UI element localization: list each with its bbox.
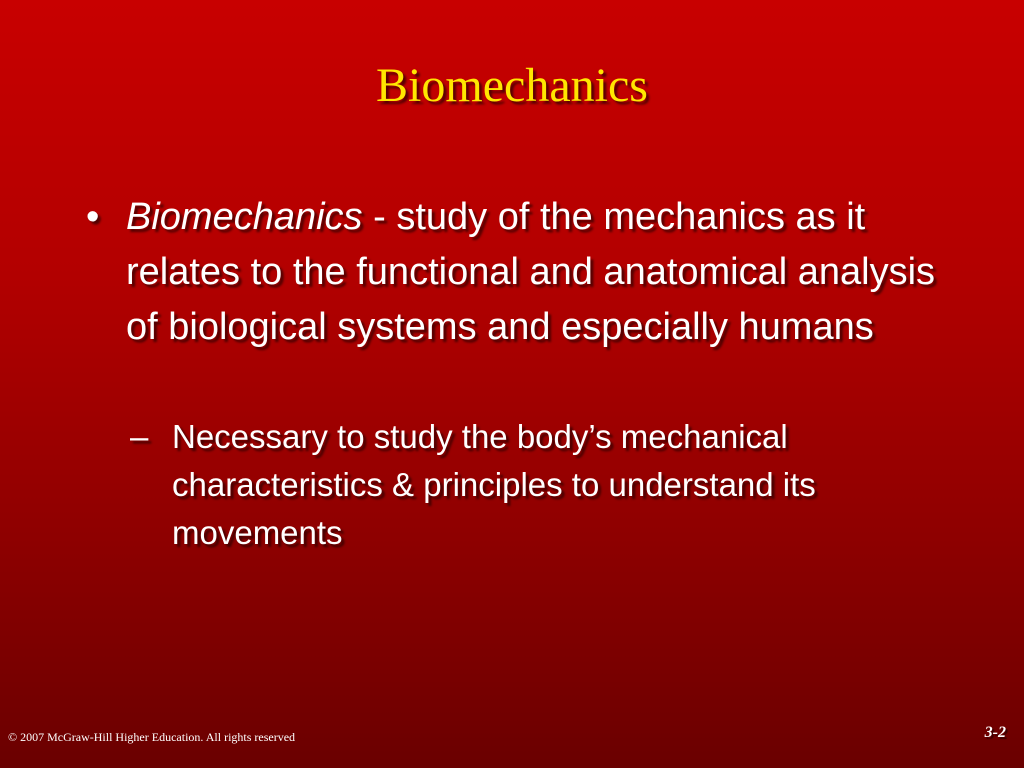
sub-bullet-marker: – xyxy=(130,418,149,455)
sub-bullet-item xyxy=(130,413,950,557)
bullet-item xyxy=(86,190,946,355)
slide-title: Biomechanics xyxy=(376,59,648,112)
page-number: 3-2 xyxy=(984,724,1006,741)
bullet-term: Biomechanics xyxy=(126,196,363,238)
bullet-definition: - study of the mechanics as it relates to the functional and anatomical analysis of biological systems and especially humans xyxy=(126,196,936,348)
sub-bullet-text: Necessary to study the body’s mechanical characteristics & principles to understand its movements xyxy=(172,418,816,551)
bullet-marker: • xyxy=(86,196,100,238)
copyright-notice: © 2007 McGraw-Hill Higher Education. All rights reserved xyxy=(8,730,296,744)
bullet-text xyxy=(126,190,946,355)
